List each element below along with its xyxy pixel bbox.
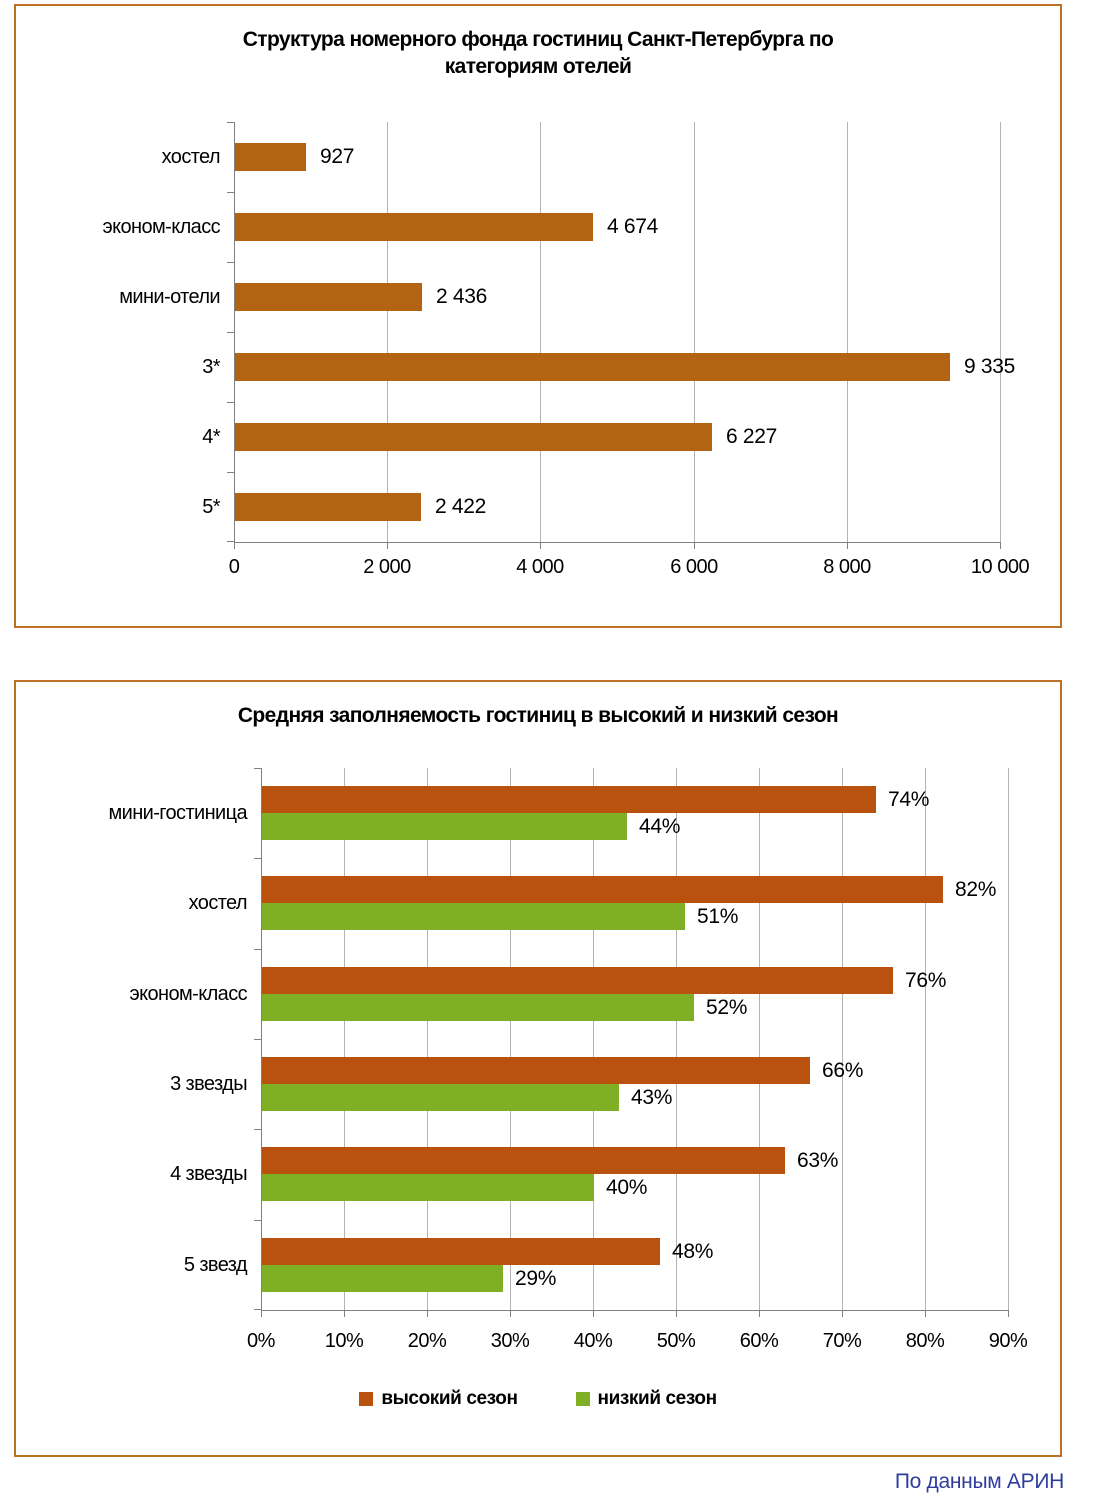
category-label: 5 звезд — [183, 1254, 247, 1276]
category-label: хостел — [161, 146, 220, 168]
x-axis-tick — [387, 542, 388, 549]
y-axis-tick — [254, 768, 261, 769]
bar — [262, 903, 685, 930]
x-axis-tick — [540, 542, 541, 549]
gridline — [387, 122, 388, 542]
occupancy-chart-panel — [14, 680, 1062, 1457]
x-tick-label: 20% — [407, 1330, 447, 1352]
y-axis-tick — [254, 1039, 261, 1040]
x-axis-line — [234, 542, 1001, 543]
chart-title — [16, 702, 1060, 729]
x-axis-tick — [925, 1310, 926, 1317]
x-tick-label: 50% — [656, 1330, 696, 1352]
value-label: 40% — [606, 1176, 648, 1199]
gridline — [593, 768, 594, 1310]
bar — [235, 283, 422, 311]
y-axis-tick — [227, 472, 234, 473]
value-label: 927 — [320, 145, 355, 168]
x-axis-line — [261, 1310, 1009, 1311]
gridline — [510, 768, 511, 1310]
x-axis-tick — [510, 1310, 511, 1317]
gridline — [847, 122, 848, 542]
x-axis-tick — [694, 542, 695, 549]
source-note: По данным АРИН — [894, 1470, 1064, 1493]
bar — [262, 1147, 785, 1174]
category-label: 5* — [202, 496, 220, 518]
bar — [262, 967, 893, 994]
value-label: 2 422 — [435, 495, 487, 518]
value-label: 9 335 — [964, 355, 1016, 378]
gridline — [344, 768, 345, 1310]
plot-area — [234, 122, 1016, 542]
x-tick-label: 30% — [490, 1330, 530, 1352]
chart-title-line1: Средняя заполняемость гостиниц в высокий и низкий сезон — [237, 704, 839, 727]
y-axis-tick — [254, 858, 261, 859]
gridline — [1008, 768, 1009, 1310]
x-tick-label: 10 000 — [970, 556, 1030, 578]
y-axis-tick — [254, 1220, 261, 1221]
legend-label-high-season: высокий сезон — [381, 1388, 518, 1409]
y-axis-tick — [227, 332, 234, 333]
bar — [262, 1174, 594, 1201]
chart-title — [16, 26, 1060, 80]
gridline — [842, 768, 843, 1310]
x-axis-tick — [842, 1310, 843, 1317]
x-tick-label: 6 000 — [670, 556, 718, 578]
x-axis-tick — [234, 542, 235, 549]
gridline — [925, 768, 926, 1310]
value-label: 51% — [697, 905, 739, 928]
x-axis-tick — [847, 542, 848, 549]
x-axis-tick — [593, 1310, 594, 1317]
category-label: 4* — [202, 426, 220, 448]
x-tick-label: 2 000 — [363, 556, 411, 578]
bar — [262, 994, 694, 1021]
category-label: мини-отели — [119, 286, 220, 308]
x-axis-tick — [261, 1310, 262, 1317]
category-label: эконом-класс — [129, 983, 247, 1005]
gridline — [759, 768, 760, 1310]
x-axis-tick — [759, 1310, 760, 1317]
category-label: эконом-класс — [102, 216, 220, 238]
y-axis-tick — [227, 122, 234, 123]
x-tick-label: 10% — [324, 1330, 364, 1352]
category-label: 3* — [202, 356, 220, 378]
value-label: 82% — [955, 878, 997, 901]
gridline — [676, 768, 677, 1310]
value-label: 52% — [706, 996, 748, 1019]
legend — [16, 1388, 1060, 1410]
x-tick-label: 0% — [247, 1330, 275, 1352]
x-tick-label: 80% — [905, 1330, 945, 1352]
x-tick-label: 8 000 — [823, 556, 871, 578]
x-axis-tick — [676, 1310, 677, 1317]
y-axis-tick — [227, 541, 234, 542]
category-label: мини-гостиница — [108, 802, 247, 824]
chart-title-line2: категориям отелей — [444, 55, 632, 78]
y-axis-tick — [227, 192, 234, 193]
value-label: 48% — [672, 1240, 714, 1263]
x-tick-label: 4 000 — [516, 556, 564, 578]
y-axis-tick — [254, 1309, 261, 1310]
x-tick-label: 60% — [739, 1330, 779, 1352]
bar — [262, 813, 627, 840]
chart-title-line1: Структура номерного фонда гостиниц Санкт-Петербурга по — [242, 28, 834, 51]
category-label: хостел — [188, 892, 247, 914]
legend-item-high-season — [359, 1388, 517, 1410]
x-tick-label: 90% — [988, 1330, 1028, 1352]
x-axis-tick — [1008, 1310, 1009, 1317]
x-tick-label: 40% — [573, 1330, 613, 1352]
bar — [235, 213, 593, 241]
value-label: 6 227 — [726, 425, 778, 448]
x-axis-tick — [427, 1310, 428, 1317]
category-label: 4 звезды — [170, 1163, 247, 1185]
x-tick-label: 70% — [822, 1330, 862, 1352]
bar — [262, 1265, 503, 1292]
y-axis-line — [261, 768, 262, 1310]
bar — [235, 493, 421, 521]
y-axis-tick — [227, 402, 234, 403]
value-label: 44% — [639, 815, 681, 838]
y-axis-tick — [254, 1129, 261, 1130]
room-stock-chart-panel — [14, 4, 1062, 628]
value-label: 76% — [905, 969, 947, 992]
y-axis-tick — [254, 949, 261, 950]
bar — [235, 423, 712, 451]
value-label: 4 674 — [607, 215, 659, 238]
low-season-swatch — [576, 1392, 590, 1406]
legend-label-low-season: низкий сезон — [597, 1388, 717, 1409]
gridline — [540, 122, 541, 542]
value-label: 63% — [797, 1149, 839, 1172]
category-label: 3 звезды — [170, 1073, 247, 1095]
bar — [262, 1238, 660, 1265]
gridline — [427, 768, 428, 1310]
value-label: 29% — [515, 1267, 557, 1290]
plot-area — [261, 768, 1008, 1310]
value-label: 43% — [631, 1086, 673, 1109]
x-axis-tick — [344, 1310, 345, 1317]
bar — [235, 143, 306, 171]
value-label: 74% — [888, 788, 930, 811]
x-tick-label: 0 — [228, 556, 240, 578]
gridline — [694, 122, 695, 542]
y-axis-tick — [227, 262, 234, 263]
y-axis-line — [234, 122, 235, 542]
bar — [262, 786, 876, 813]
value-label: 2 436 — [436, 285, 488, 308]
gridline — [1000, 122, 1001, 542]
bar — [262, 1084, 619, 1111]
legend-item-low-season — [576, 1388, 717, 1410]
bar — [262, 876, 943, 903]
bar — [235, 353, 950, 381]
bar — [262, 1057, 810, 1084]
x-axis-tick — [1000, 542, 1001, 549]
value-label: 66% — [822, 1059, 864, 1082]
high-season-swatch — [359, 1392, 373, 1406]
